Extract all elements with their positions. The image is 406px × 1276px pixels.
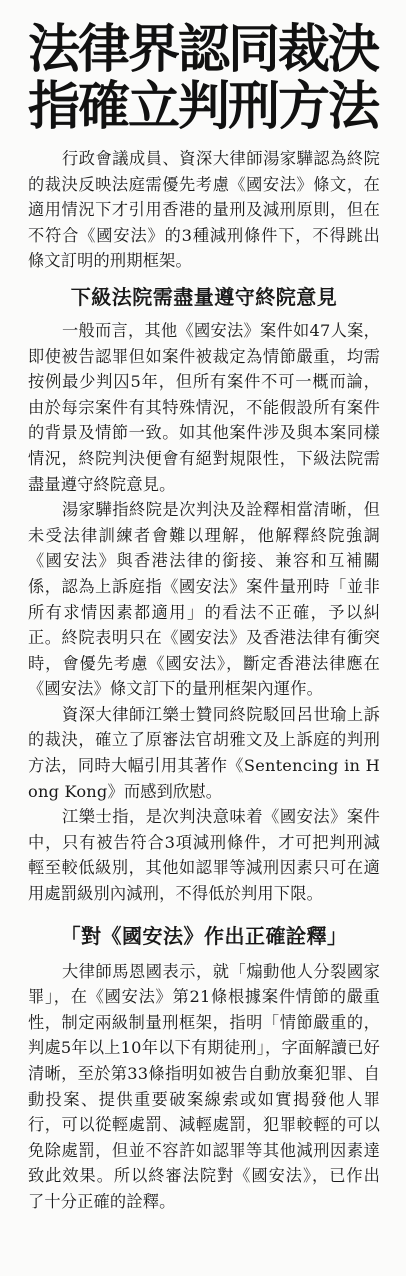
section-2-subhead: 「對《國安法》作出正確詮釋」 [60,923,348,948]
section-1-subhead: 下級法院需盡量遵守終院意見 [70,284,338,309]
section-1-paragraph: 江樂士指，是次判決意味着《國安法》案件中，只有被告符合3項減刑條件，才可把判刑減輕至較低級別，其他如認罪等減刑因素只可在適用處罰級別內減刑，不得低於判用下限。 [28,807,380,904]
lead-paragraph: 行政會議成員、資深大律師湯家驊認為終院的裁決反映法庭需優先考慮《國安法》條文，在適用情況下才引用香港的量刑及減刑原則，但在不符合《國安法》的3種減刑條件下，不得跳出條文訂明的刑期框架。 [28,149,380,271]
section-1-paragraph: 資深大律師江樂士贊同終院駁回呂世瑜上訴的裁決，確立了原審法官胡雅文及上訴庭的判刑方法，同時大幅引用其著作《Sentencing in Hong Kong》而感到欣慰。 [28,704,380,801]
section-2-paragraph: 大律師馬恩國表示，就「煽動他人分裂國家罪」，在《國安法》第21條根據案件情節的嚴重性，制定兩級制量刑框架，指明「情節嚴重的，判處5年以上10年以下有期徒刑」，字面解讀已好清晰，至於第33條指明如被告自動放棄犯罪、自動投案、提供重要破案線索或如實揭發他人罪行，可以從輕處罰、減輕處罰，犯罪較輕的可以免除處罰，但並不容許如認罪等其他減刑因素達致此效果。所以終審法院對《國安法》，已作出了十分正確的詮釋。 [28,961,380,1211]
section-1-paragraph: 一般而言，其他《國安法》案件如47人案，即使被告認罪但如案件被裁定為情節嚴重，均需按例最少判囚5年，但所有案件不可一概而論，由於每宗案件有其特殊情況，不能假設所有案件的背景及情節一致。如其他案件涉及與本案同樣情況，終院判決便會有絕對規限性，下級法院需盡量遵守終院意見。 [28,320,380,494]
section-1-paragraph: 湯家驊指終院是次判決及詮釋相當清晰，但未受法律訓練者會難以理解，他解釋終院強調《國安法》與香港法律的銜接、兼容和互補關係，認為上訴庭指《國安法》案件量刑時「並非所有求情因素都適用」的看法不正確，予以糾正。終院表明只在《國安法》及香港法律有衝突時，會優先考慮《國安法》，斷定香港法律應在《國安法》條文訂下的量刑框架內運作。 [28,500,380,699]
headline-line-2: 指確立判刑方法 [28,77,379,137]
headline-line-1: 法律界認同裁決 [28,20,379,80]
headline [28,22,380,136]
